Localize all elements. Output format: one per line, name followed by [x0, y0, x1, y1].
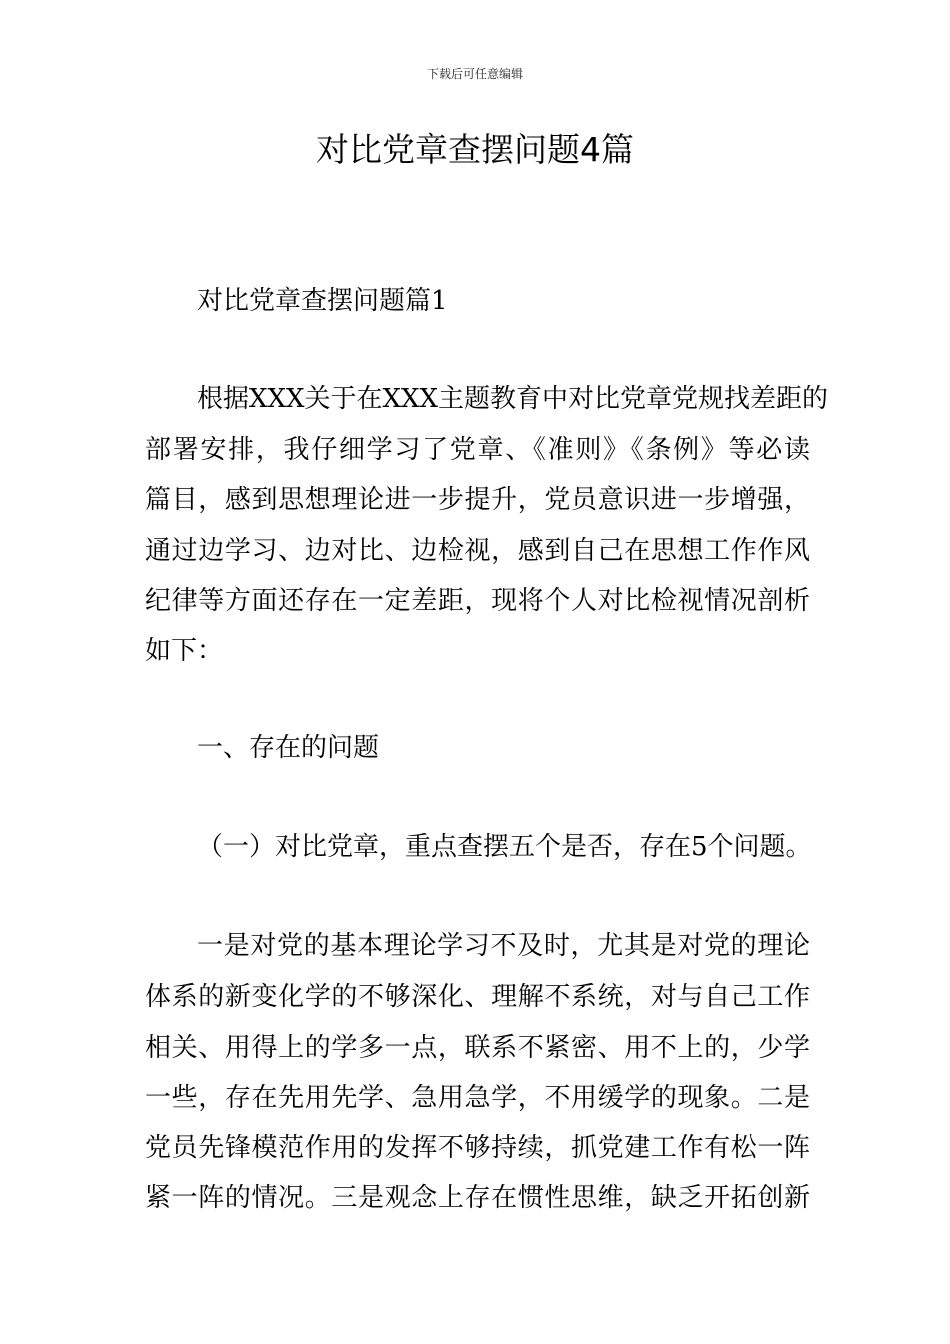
- paragraph-line: 通过边学习、边对比、边检视，感到自己在思想工作作风: [145, 536, 810, 566]
- problems-heading: 一、存在的问题: [197, 733, 380, 763]
- paragraph-line: 如下：: [145, 636, 224, 666]
- paragraph-line: 根据XXX关于在XXX主题教育中对比党章党规找差距的: [197, 384, 829, 414]
- subheading: （一）对比党章，重点查摆五个是否，存在5个问题。: [197, 832, 812, 862]
- paragraph-line: 党员先锋模范作用的发挥不够持续，抓党建工作有松一阵: [145, 1133, 810, 1163]
- paragraph-line: 紧一阵的情况。三是观念上存在惯性思维，缺乏开拓创新: [145, 1183, 810, 1213]
- paragraph-line: 纪律等方面还存在一定差距，现将个人对比检视情况剖析: [145, 586, 810, 616]
- section-heading: 对比党章查摆问题篇1: [197, 286, 448, 316]
- paragraph-line: 篇目，感到思想理论进一步提升，党员意识进一步增强，: [145, 485, 810, 515]
- paragraph-line: 相关、用得上的学多一点，联系不紧密、用不上的，少学: [145, 1033, 810, 1063]
- paragraph-line: 体系的新变化学的不够深化、理解不系统，对与自己工作: [145, 982, 810, 1012]
- paragraph-line: 部署安排，我仔细学习了党章、《准则》《条例》等必读: [145, 435, 810, 465]
- paragraph-line: 一些，存在先用先学、急用急学，不用缓学的现象。二是: [145, 1083, 810, 1113]
- document-title: 对比党章查摆问题4篇: [316, 130, 634, 169]
- header-note: 下载后可任意编辑: [426, 67, 523, 81]
- paragraph-line: 一是对党的基本理论学习不及时，尤其是对党的理论: [197, 931, 810, 961]
